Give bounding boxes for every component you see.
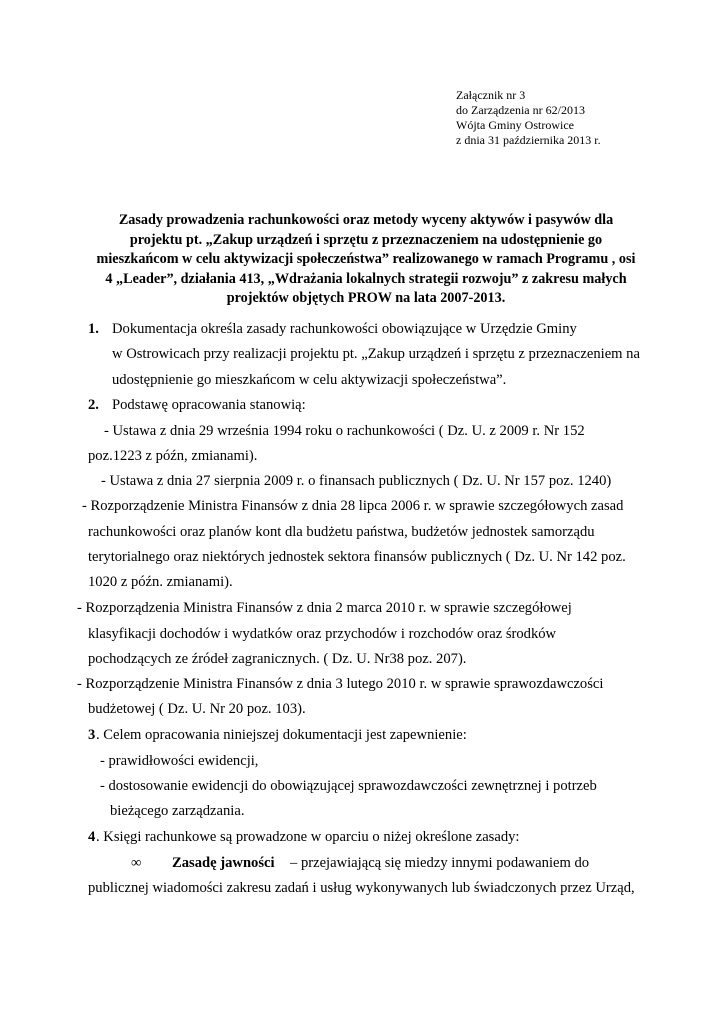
paragraph-line: pochodzących ze źródeł zagranicznych. ( Dz. U. Nr38 poz. 207).	[88, 651, 467, 667]
paragraph-line: Dokumentacja określa zasady rachunkowości obowiązujące w Urzędzie Gminy	[112, 321, 577, 337]
title-line: Zasady prowadzenia rachunkowości oraz metody wyceny aktywów i pasywów dla	[118, 212, 614, 228]
paragraph-line: - Rozporządzenie Ministra Finansów z dnia 28 lipca 2006 r. w sprawie szczegółowych zasad	[82, 498, 624, 514]
paragraph-line: Podstawę opracowania stanowią:	[112, 397, 306, 413]
section-number: 3	[88, 727, 96, 743]
paragraph-line: - Rozporządzenie Ministra Finansów z dnia 3 lutego 2010 r. w sprawie sprawozdawczości	[77, 676, 604, 692]
paragraph-line: udostępnienie go mieszkańcom w celu aktywizacji społeczeństwa”.	[112, 372, 507, 388]
paragraph-line: rachunkowości oraz planów kont dla budżetu państwa, budżetów jednostek samorządu	[88, 524, 595, 540]
section-number: 2.	[88, 397, 99, 413]
paragraph-line: budżetowej ( Dz. U. Nr 20 poz. 103).	[88, 701, 306, 717]
section-number: 1.	[88, 321, 99, 337]
title-line: 4 „Leader”, działania 413, „Wdrażania lokalnych strategii rozwoju” z zakresu małych	[105, 270, 627, 287]
list-item: - dostosowanie ewidencji do obowiązującej sprawozdawczości zewnętrznej i potrzeb	[100, 778, 597, 794]
section-number: 4	[88, 829, 96, 845]
paragraph-line: w Ostrowicach przy realizacji projektu pt. „Zakup urządzeń i sprzętu z przeznaczeniem na	[112, 346, 640, 362]
bullet-icon: ∞	[131, 855, 142, 871]
title-line: projektu pt. „Zakup urządzeń i sprzętu z przeznaczeniem na udostępnienie go	[129, 231, 603, 248]
paragraph-line: - Rozporządzenia Ministra Finansów z dnia 2 marca 2010 r. w sprawie szczegółowej	[77, 600, 572, 616]
paragraph-line: terytorialnego oraz niektórych jednostek sektora finansów publicznych ( Dz. U. Nr 142 poz.	[88, 549, 626, 565]
paragraph-line: poz.1223 z późn, zmianami).	[88, 448, 258, 464]
paragraph-line: 1020 z późn. zmianami).	[88, 574, 233, 590]
annex-line: z dnia 31 października 2013 r.	[456, 133, 601, 147]
principle-term: Zasadę jawności	[172, 855, 275, 871]
annex-header	[456, 88, 601, 148]
annex-line: Wójta Gminy Ostrowice	[456, 118, 574, 132]
list-item: - prawidłowości ewidencji,	[100, 753, 259, 769]
paragraph-line: – przejawiającą się miedzy innymi podawaniem do	[290, 855, 590, 871]
annex-line: Załącznik nr 3	[456, 88, 526, 102]
paragraph-line: - Ustawa z dnia 29 września 1994 roku o rachunkowości ( Dz. U. z 2009 r. Nr 152	[104, 423, 585, 439]
paragraph-line: publicznej wiadomości zakresu zadań i usług wykonywanych lub świadczonych przez Urząd,	[88, 880, 635, 896]
title-line: mieszkańcom w celu aktywizacji społeczeństwa” realizowanego w ramach Programu , osi	[96, 251, 636, 267]
list-item: bieżącego zarządzania.	[110, 803, 245, 819]
annex-line: do Zarządzenia nr 62/2013	[456, 103, 585, 117]
title-line: projektów objętych PROW na lata 2007-2013.	[226, 290, 506, 306]
paragraph-line: klasyfikacji dochodów i wydatków oraz przychodów i rozchodów oraz środków	[88, 626, 557, 642]
document-title	[96, 211, 636, 309]
paragraph-line: . Celem opracowania niniejszej dokumentacji jest zapewnienie:	[96, 727, 467, 743]
paragraph-line: - Ustawa z dnia 27 sierpnia 2009 r. o finansach publicznych ( Dz. U. Nr 157 poz. 1240)	[101, 473, 612, 489]
paragraph-line: . Księgi rachunkowe są prowadzone w oparciu o niżej określone zasady:	[96, 829, 520, 845]
